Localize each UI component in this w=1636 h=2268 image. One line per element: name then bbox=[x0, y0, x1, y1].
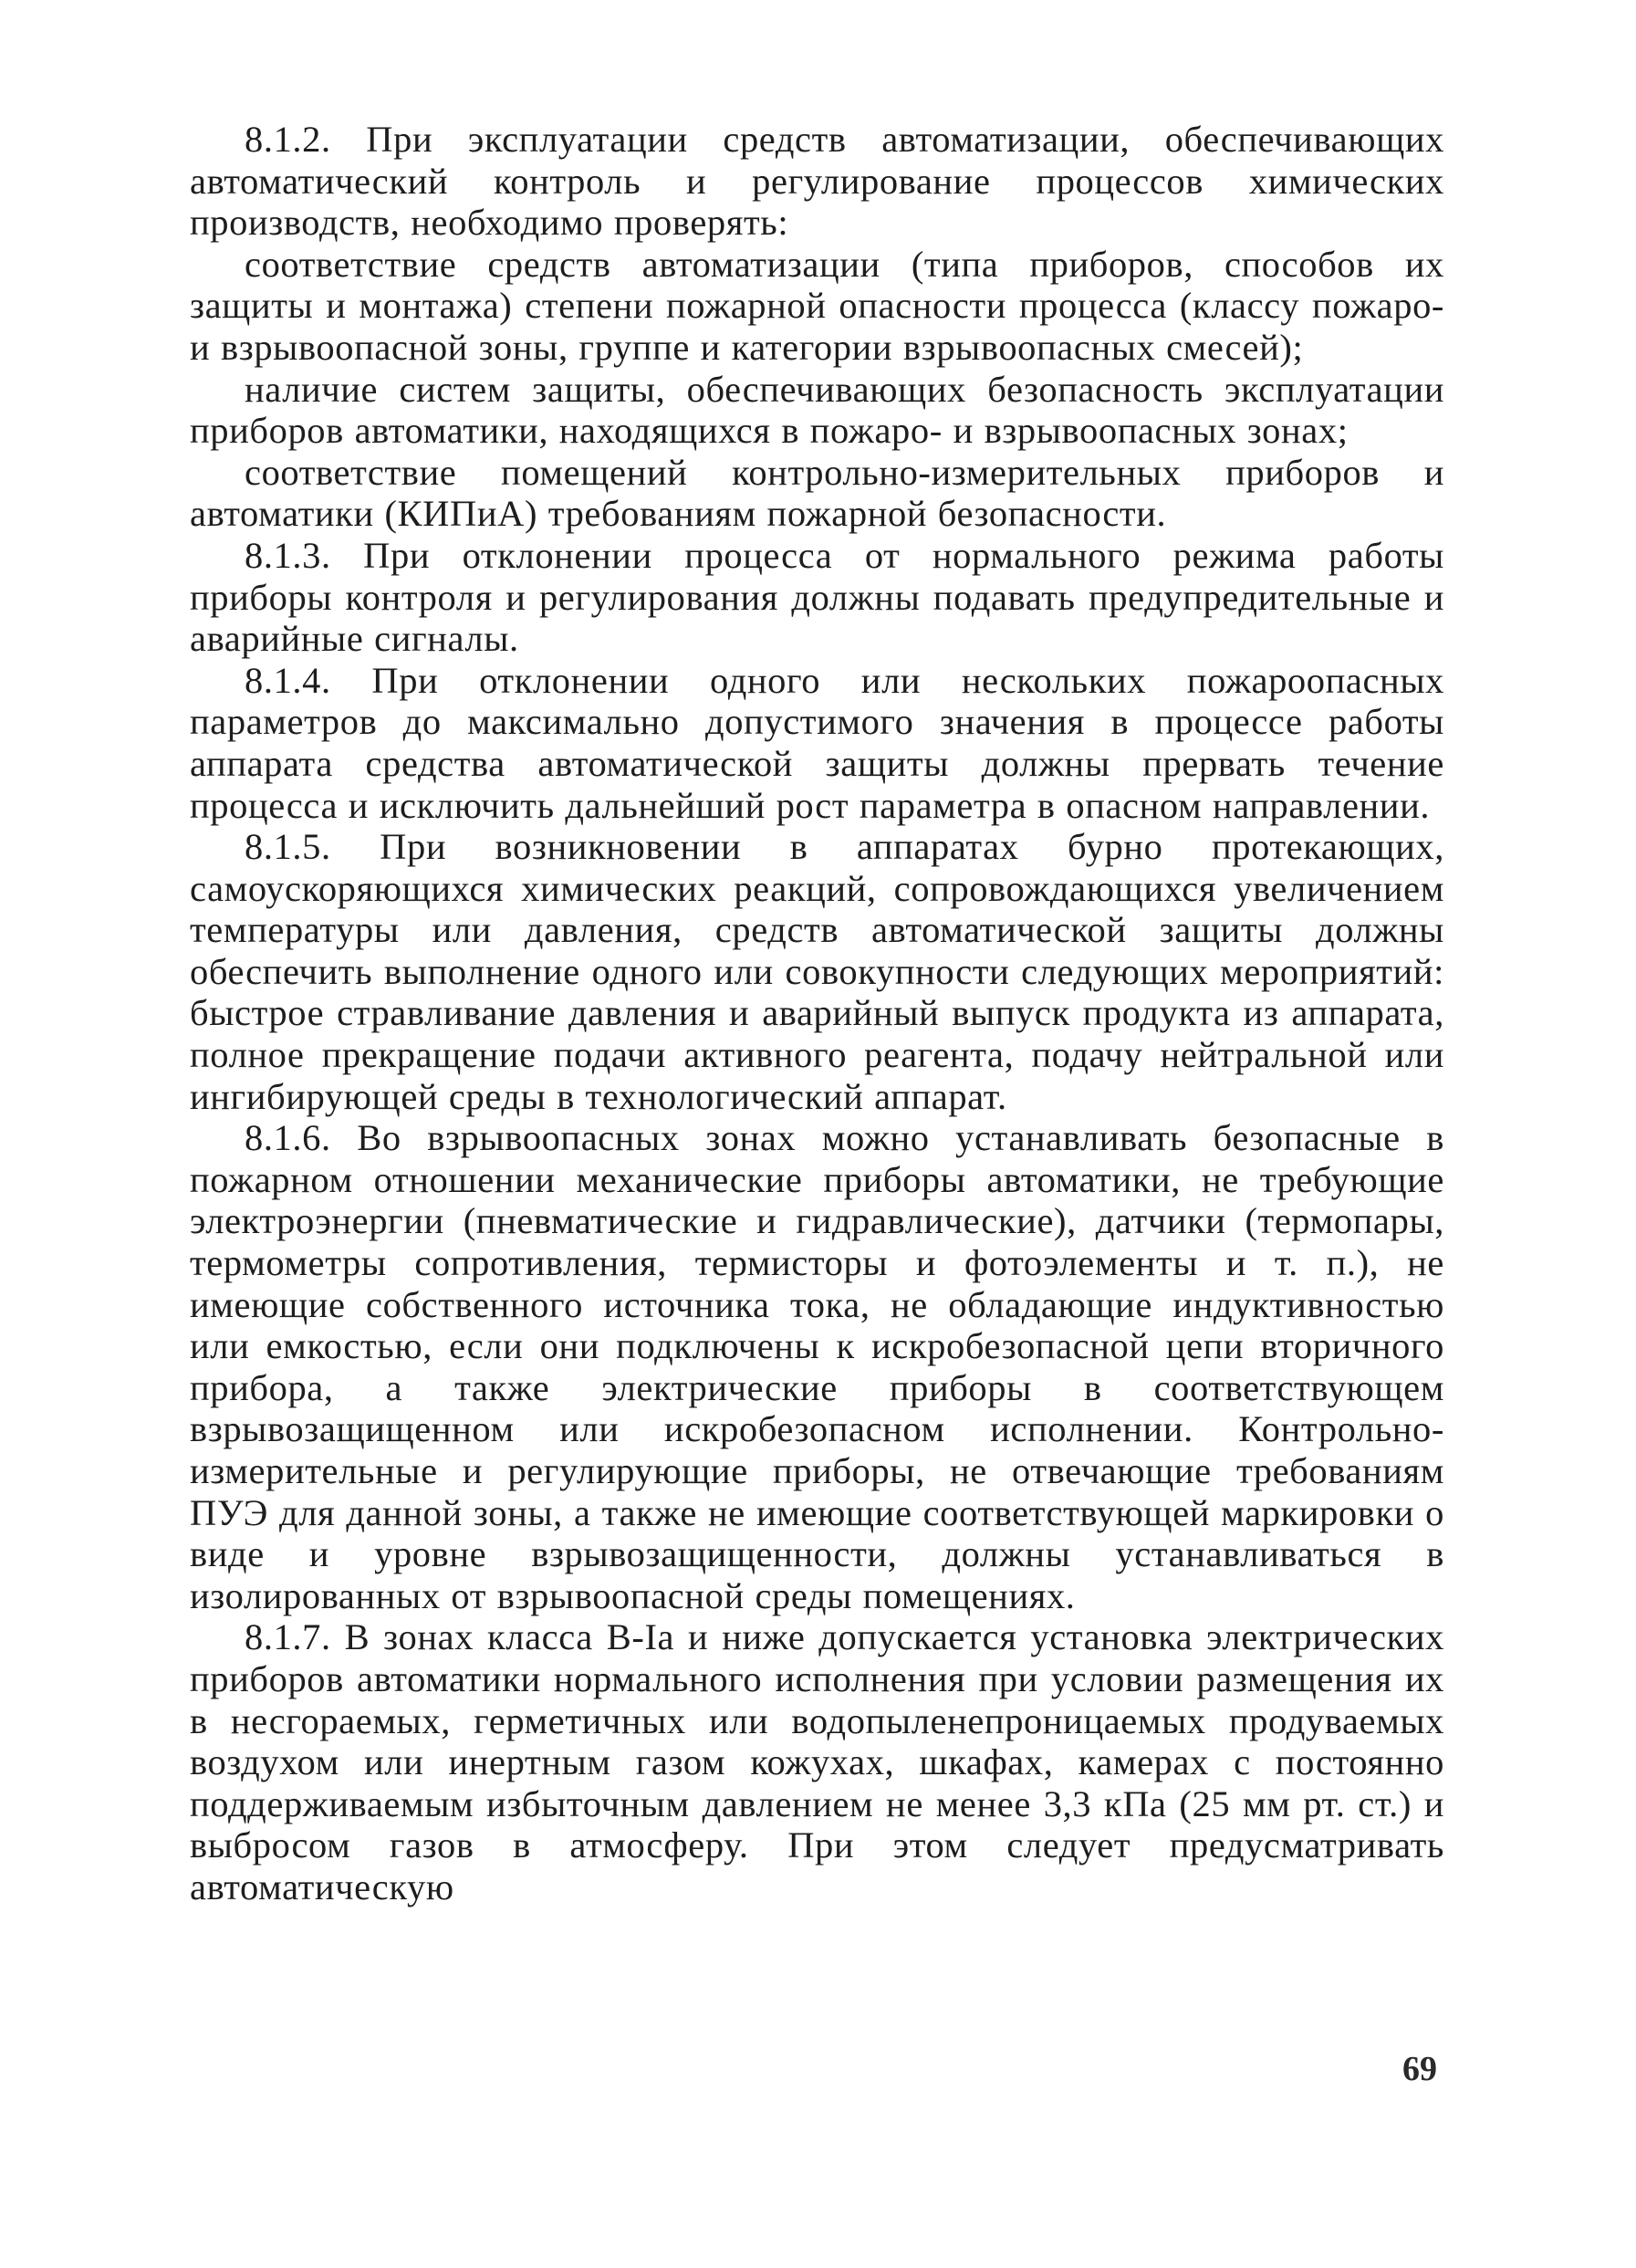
paragraph-8-1-7: 8.1.7. В зонах класса В-Iа и ниже допускается установка электрических приборов автоматики нормального исполнения при условии размещения их в несгораемых, герметичных или водопыленепроницаемых продуваемых воздухом или инертным газом кожухах, шкафах, камерах с постоянно поддерживаемым избыточным давлением не менее 3,3 кПа (25 мм рт. ст.) и выбросом газов в атмосферу. При этом следует предусматривать автоматическую bbox=[190, 1616, 1444, 1907]
paragraph-8-1-5: 8.1.5. При возникновении в аппаратах бурно протекающих, самоускоряющихся химических реакций, сопровождающихся увеличением температуры или давления, средств автоматической защиты должны обеспечить выполнение одного или совокупности следующих мероприятий: быстрое стравливание давления и аварийный выпуск продукта из аппарата, полное прекращение подачи активного реагента, подачу нейтральной или ингибирующей среды в технологический аппарат. bbox=[190, 826, 1444, 1117]
page-number: 69 bbox=[1402, 2050, 1437, 2088]
document-body bbox=[190, 119, 1444, 1908]
paragraph-8-1-3: 8.1.3. При отклонении процесса от нормального режима работы приборы контроля и регулирования должны подавать предупредительные и аварийные сигналы. bbox=[190, 534, 1444, 660]
paragraph-8-1-2-item-2: наличие систем защиты, обеспечивающих безопасность эксплуатации приборов автоматики, находящихся в пожаро- и взрывоопасных зонах; bbox=[190, 368, 1444, 452]
paragraph-8-1-2-item-3: соответствие помещений контрольно-измерительных приборов и автоматики (КИПиА) требованиям пожарной безопасности. bbox=[190, 451, 1444, 535]
paragraph-8-1-4: 8.1.4. При отклонении одного или нескольких пожароопасных параметров до максимально допустимого значения в процессе работы аппарата средства автоматической защиты должны прервать течение процесса и исключить дальнейший рост параметра в опасном направлении. bbox=[190, 659, 1444, 826]
paragraph-8-1-6: 8.1.6. Во взрывоопасных зонах можно устанавливать безопасные в пожарном отношении механические приборы автоматики, не требующие электроэнергии (пневматические и гидравлические), датчики (термопары, термометры сопротивления, термисторы и фотоэлементы и т. п.), не имеющие собственного источника тока, не обладающие индуктивностью или емкостью, если они подключены к искробезопасной цепи вторичного прибора, а также электрические приборы в соответствующем взрывозащищенном или искробезопасном исполнении. Контрольно-измерительные и регулирующие приборы, не отвечающие требованиям ПУЭ для данной зоны, а также не имеющие соответствующей маркировки о виде и уровне взрывозащищенности, должны устанавливаться в изолированных от взрывоопасной среды помещениях. bbox=[190, 1117, 1444, 1616]
paragraph-8-1-2-item-1: соответствие средств автоматизации (типа приборов, способов их защиты и монтажа) степени пожарной опасности процесса (классу пожаро- и взрывоопасной зоны, группе и категории взрывоопасных смесей); bbox=[190, 243, 1444, 368]
paragraph-8-1-2: 8.1.2. При эксплуатации средств автоматизации, обеспечивающих автоматический контроль и регулирование процессов химических производств, необходимо проверять: bbox=[190, 119, 1444, 244]
